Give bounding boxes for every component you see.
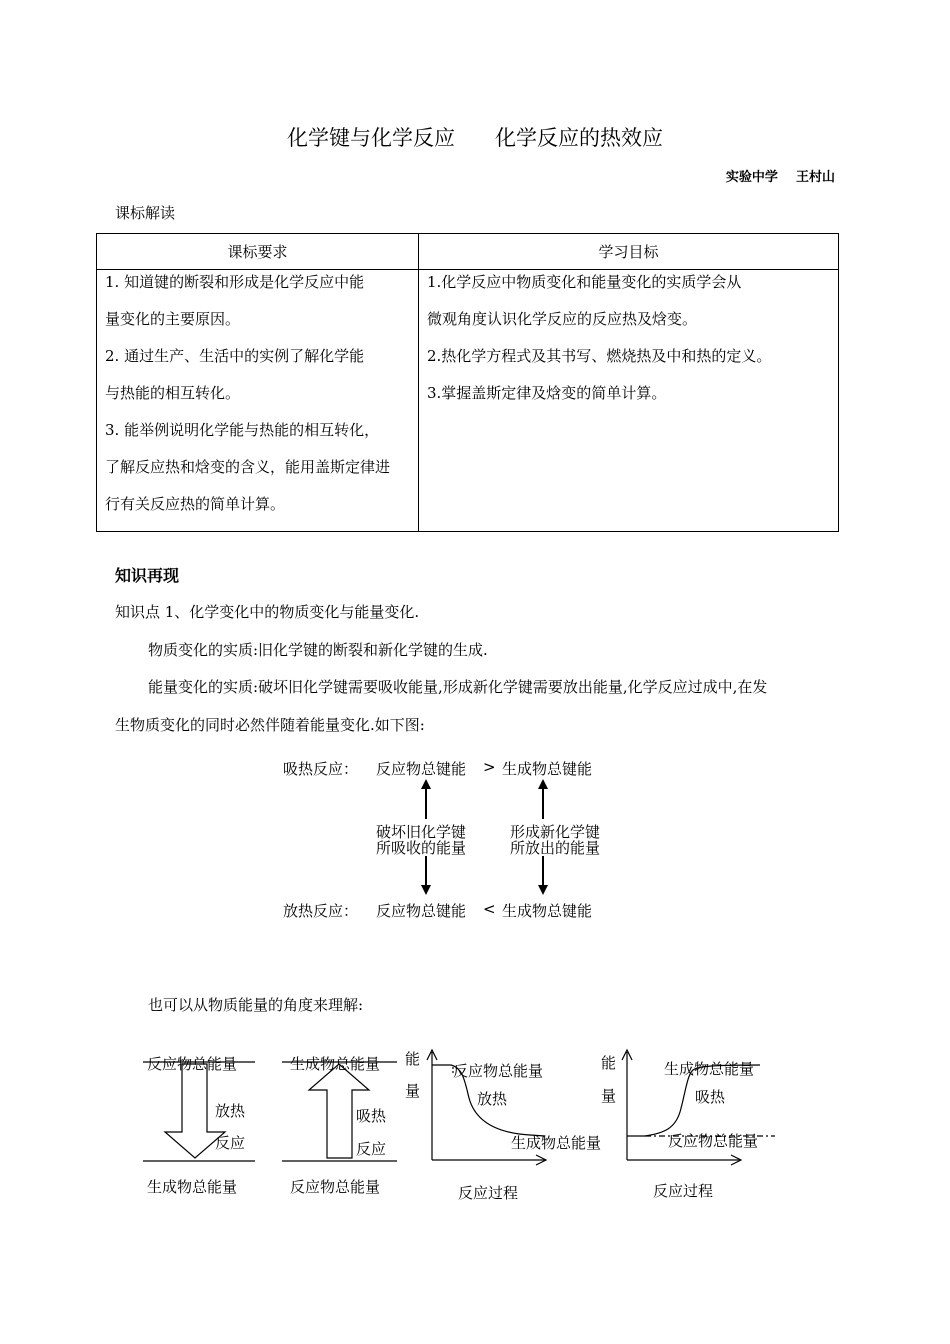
requirement-line: 1. 知道键的断裂和形成是化学反应中能 <box>105 273 365 291</box>
goal-line: 微观角度认识化学反应的反应热及焓变。 <box>427 310 698 328</box>
section-reading-heading: 课标解读 <box>115 204 176 222</box>
exo-reaction-label: 反应 <box>215 1134 246 1152</box>
section-knowledge-heading: 知识再现 <box>115 566 180 585</box>
requirement-line: 行有关反应热的简单计算。 <box>105 495 286 513</box>
less-than-sign: < <box>483 900 496 918</box>
endo-product-energy-label: 生成物总能量 <box>290 1055 381 1073</box>
bond-energy-diagram <box>280 755 610 925</box>
paragraph-energy-change: 能量变化的实质:破坏旧化学键需要吸收能量,形成新化学键需要放出能量,化学反应过成中,在发 <box>148 678 768 696</box>
exo-curve-x-label: 反应过程 <box>458 1184 519 1202</box>
goal-line: 3.掌握盖斯定律及焓变的简单计算。 <box>427 384 667 402</box>
requirement-line: 量变化的主要原因。 <box>105 310 241 328</box>
reactant-bond-energy-top: 反应物总键能 <box>376 760 467 778</box>
endo-curve-absorb-heat: 吸热 <box>695 1088 726 1106</box>
exothermic-label: 放热反应： <box>283 902 359 920</box>
requirements-cell <box>97 270 419 532</box>
goal-line: 2.热化学方程式及其书写、燃烧热及中和热的定义。 <box>427 347 772 365</box>
paragraph-matter-change: 物质变化的实质:旧化学键的断裂和新化学键的生成. <box>148 641 488 659</box>
page-title: 化学键与化学反应 化学反应的热效应 <box>286 126 664 150</box>
endothermic-label: 吸热反应： <box>283 760 359 778</box>
endo-reactant-energy-label: 反应物总能量 <box>290 1178 381 1196</box>
endo-curve-reactant-label: 反应物总能量 <box>668 1132 759 1150</box>
exo-curve-y-label-1: 能 <box>405 1050 421 1068</box>
endo-absorb-heat-label: 吸热 <box>356 1107 387 1125</box>
break-bonds-label-1: 破坏旧化学键 <box>376 823 467 841</box>
requirement-line: 2. 通过生产、生活中的实例了解化学能 <box>105 347 365 365</box>
endo-curve-y-label-1: 能 <box>601 1054 617 1072</box>
exo-product-energy-label: 生成物总能量 <box>147 1178 238 1196</box>
reactant-bond-energy-bottom: 反应物总键能 <box>376 902 467 920</box>
form-bonds-label-1: 形成新化学键 <box>510 823 601 841</box>
requirement-line: 3. 能举例说明化学能与热能的相互转化， <box>105 421 380 439</box>
exo-curve-y-label-2: 量 <box>405 1082 421 1100</box>
exo-reactant-energy-label: 反应物总能量 <box>147 1055 238 1073</box>
exo-curve-reactant-label: 反应物总能量 <box>453 1062 544 1080</box>
endo-curve-product-label: 生成物总能量 <box>664 1060 755 1078</box>
goal-line: 1.化学反应中物质变化和能量变化的实质学会从 <box>427 273 742 291</box>
header-requirements: 课标要求 <box>97 234 419 270</box>
product-bond-energy-top: 生成物总键能 <box>502 760 593 778</box>
goals-cell <box>419 270 839 532</box>
author: 实验中学 王村山 <box>725 170 835 185</box>
requirement-line: 了解反应热和焓变的含义，能用盖斯定律进 <box>105 458 391 476</box>
form-bonds-label-2: 所放出的能量 <box>510 839 601 857</box>
exo-curve-release-heat: 放热 <box>477 1090 508 1108</box>
total-energy-diagrams <box>135 1040 795 1215</box>
exo-curve-product-label: 生成物总能量 <box>511 1134 602 1152</box>
endo-curve-y-label-2: 量 <box>601 1087 617 1105</box>
bond-energy-arrows <box>280 755 610 925</box>
requirement-line: 与热能的相互转化。 <box>105 384 241 402</box>
exo-release-heat-label: 放热 <box>215 1102 246 1120</box>
break-bonds-label-2: 所吸收的能量 <box>376 839 467 857</box>
paragraph-energy-change-cont: 生物质变化的同时必然伴随着能量变化.如下图: <box>115 716 425 734</box>
paragraph-energy-perspective: 也可以从物质能量的角度来理解: <box>148 996 364 1014</box>
header-goals: 学习目标 <box>419 234 839 270</box>
paragraph-knowledge-point-1: 知识点 1、化学变化中的物质变化与能量变化. <box>115 603 420 621</box>
endo-curve-x-label: 反应过程 <box>653 1182 714 1200</box>
product-bond-energy-bottom: 生成物总键能 <box>502 902 593 920</box>
greater-than-sign: > <box>483 758 496 776</box>
curriculum-table <box>96 233 839 532</box>
endo-reaction-label: 反应 <box>356 1140 387 1158</box>
